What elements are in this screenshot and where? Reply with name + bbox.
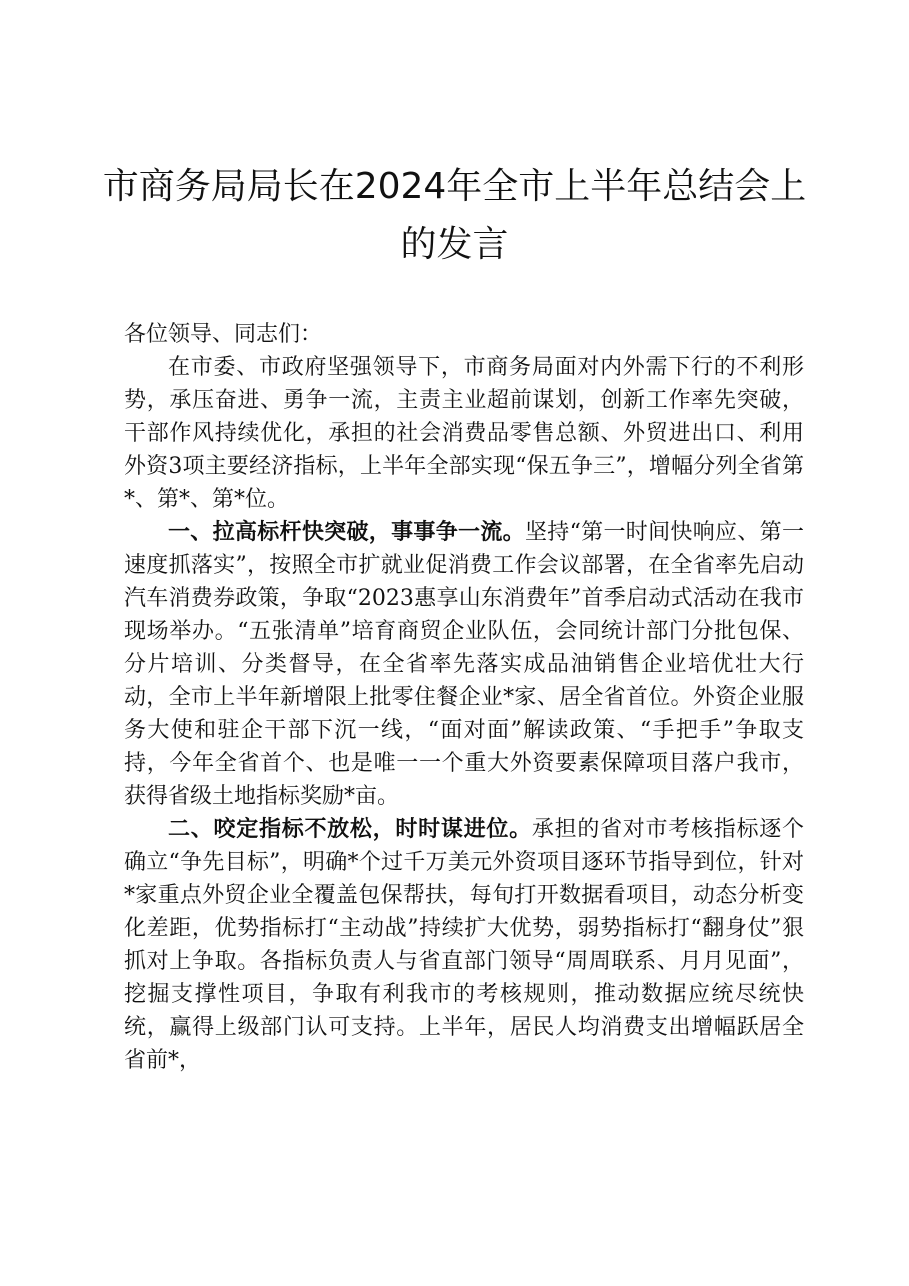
document-body (124, 318, 804, 1077)
paragraph-section-2 (124, 813, 804, 1077)
paragraph-text: 在市委、市政府坚强领导下，市商务局面对内外需下行的不利形势，承压奋进、勇争一流，主责主业超前谋划，创新工作率先突破，干部作风持续优化，承担的社会消费品零售总额、外贸进出口、利用外资3项主要经济指标，上半年全部实现“保五争三”，增幅分列全省第*、第*、第*位。 (124, 355, 804, 512)
section-heading: 二、咬定指标不放松，时时谋进位。 (168, 817, 532, 842)
paragraph-text: 坚持“第一时间快响应、第一速度抓落实”，按照全市扩就业促消费工作会议部署，在全省率先启动汽车消费券政策，争取“2023惠享山东消费年”首季启动式活动在我市现场举办。“五张清单”培育商贸企业队伍，会同统计部门分批包保、分片培训、分类督导，在全省率先落实成品油销售企业培优壮大行动，全市上半年新增限上批零住餐企业*家、居全省首位。外资企业服务大使和驻企干部下沉一线，“面对面”解读政策、“手把手”争取支持，今年全省首个、也是唯一一个重大外资要素保障项目落户我市，获得省级土地指标奖励*亩。 (124, 520, 804, 809)
paragraph-intro (124, 351, 804, 516)
section-heading: 一、拉高标杆快突破，事事争一流。 (168, 520, 525, 545)
salutation: 各位领导、同志们： (124, 322, 323, 347)
paragraph-text: 承担的省对市考核指标逐个确立“争先目标”，明确*个过千万美元外资项目逐环节指导到位，针对*家重点外贸企业全覆盖包保帮扶，每旬打开数据看项目，动态分析变化差距，优势指标打“主动战”持续扩大优势，弱势指标打“翻身仗”狠抓对上争取。各指标负责人与省直部门领导“周周联系、月月见面”，挖掘支撑性项目，争取有利我市的考核规则，推动数据应统尽统快统，赢得上级部门认可支持。上半年，居民人均消费支出增幅跃居全省前*， (124, 817, 804, 1073)
document-title: 市商务局局长在2024年全市上半年总结会上的发言 (102, 166, 807, 265)
paragraph-section-1 (124, 516, 804, 813)
